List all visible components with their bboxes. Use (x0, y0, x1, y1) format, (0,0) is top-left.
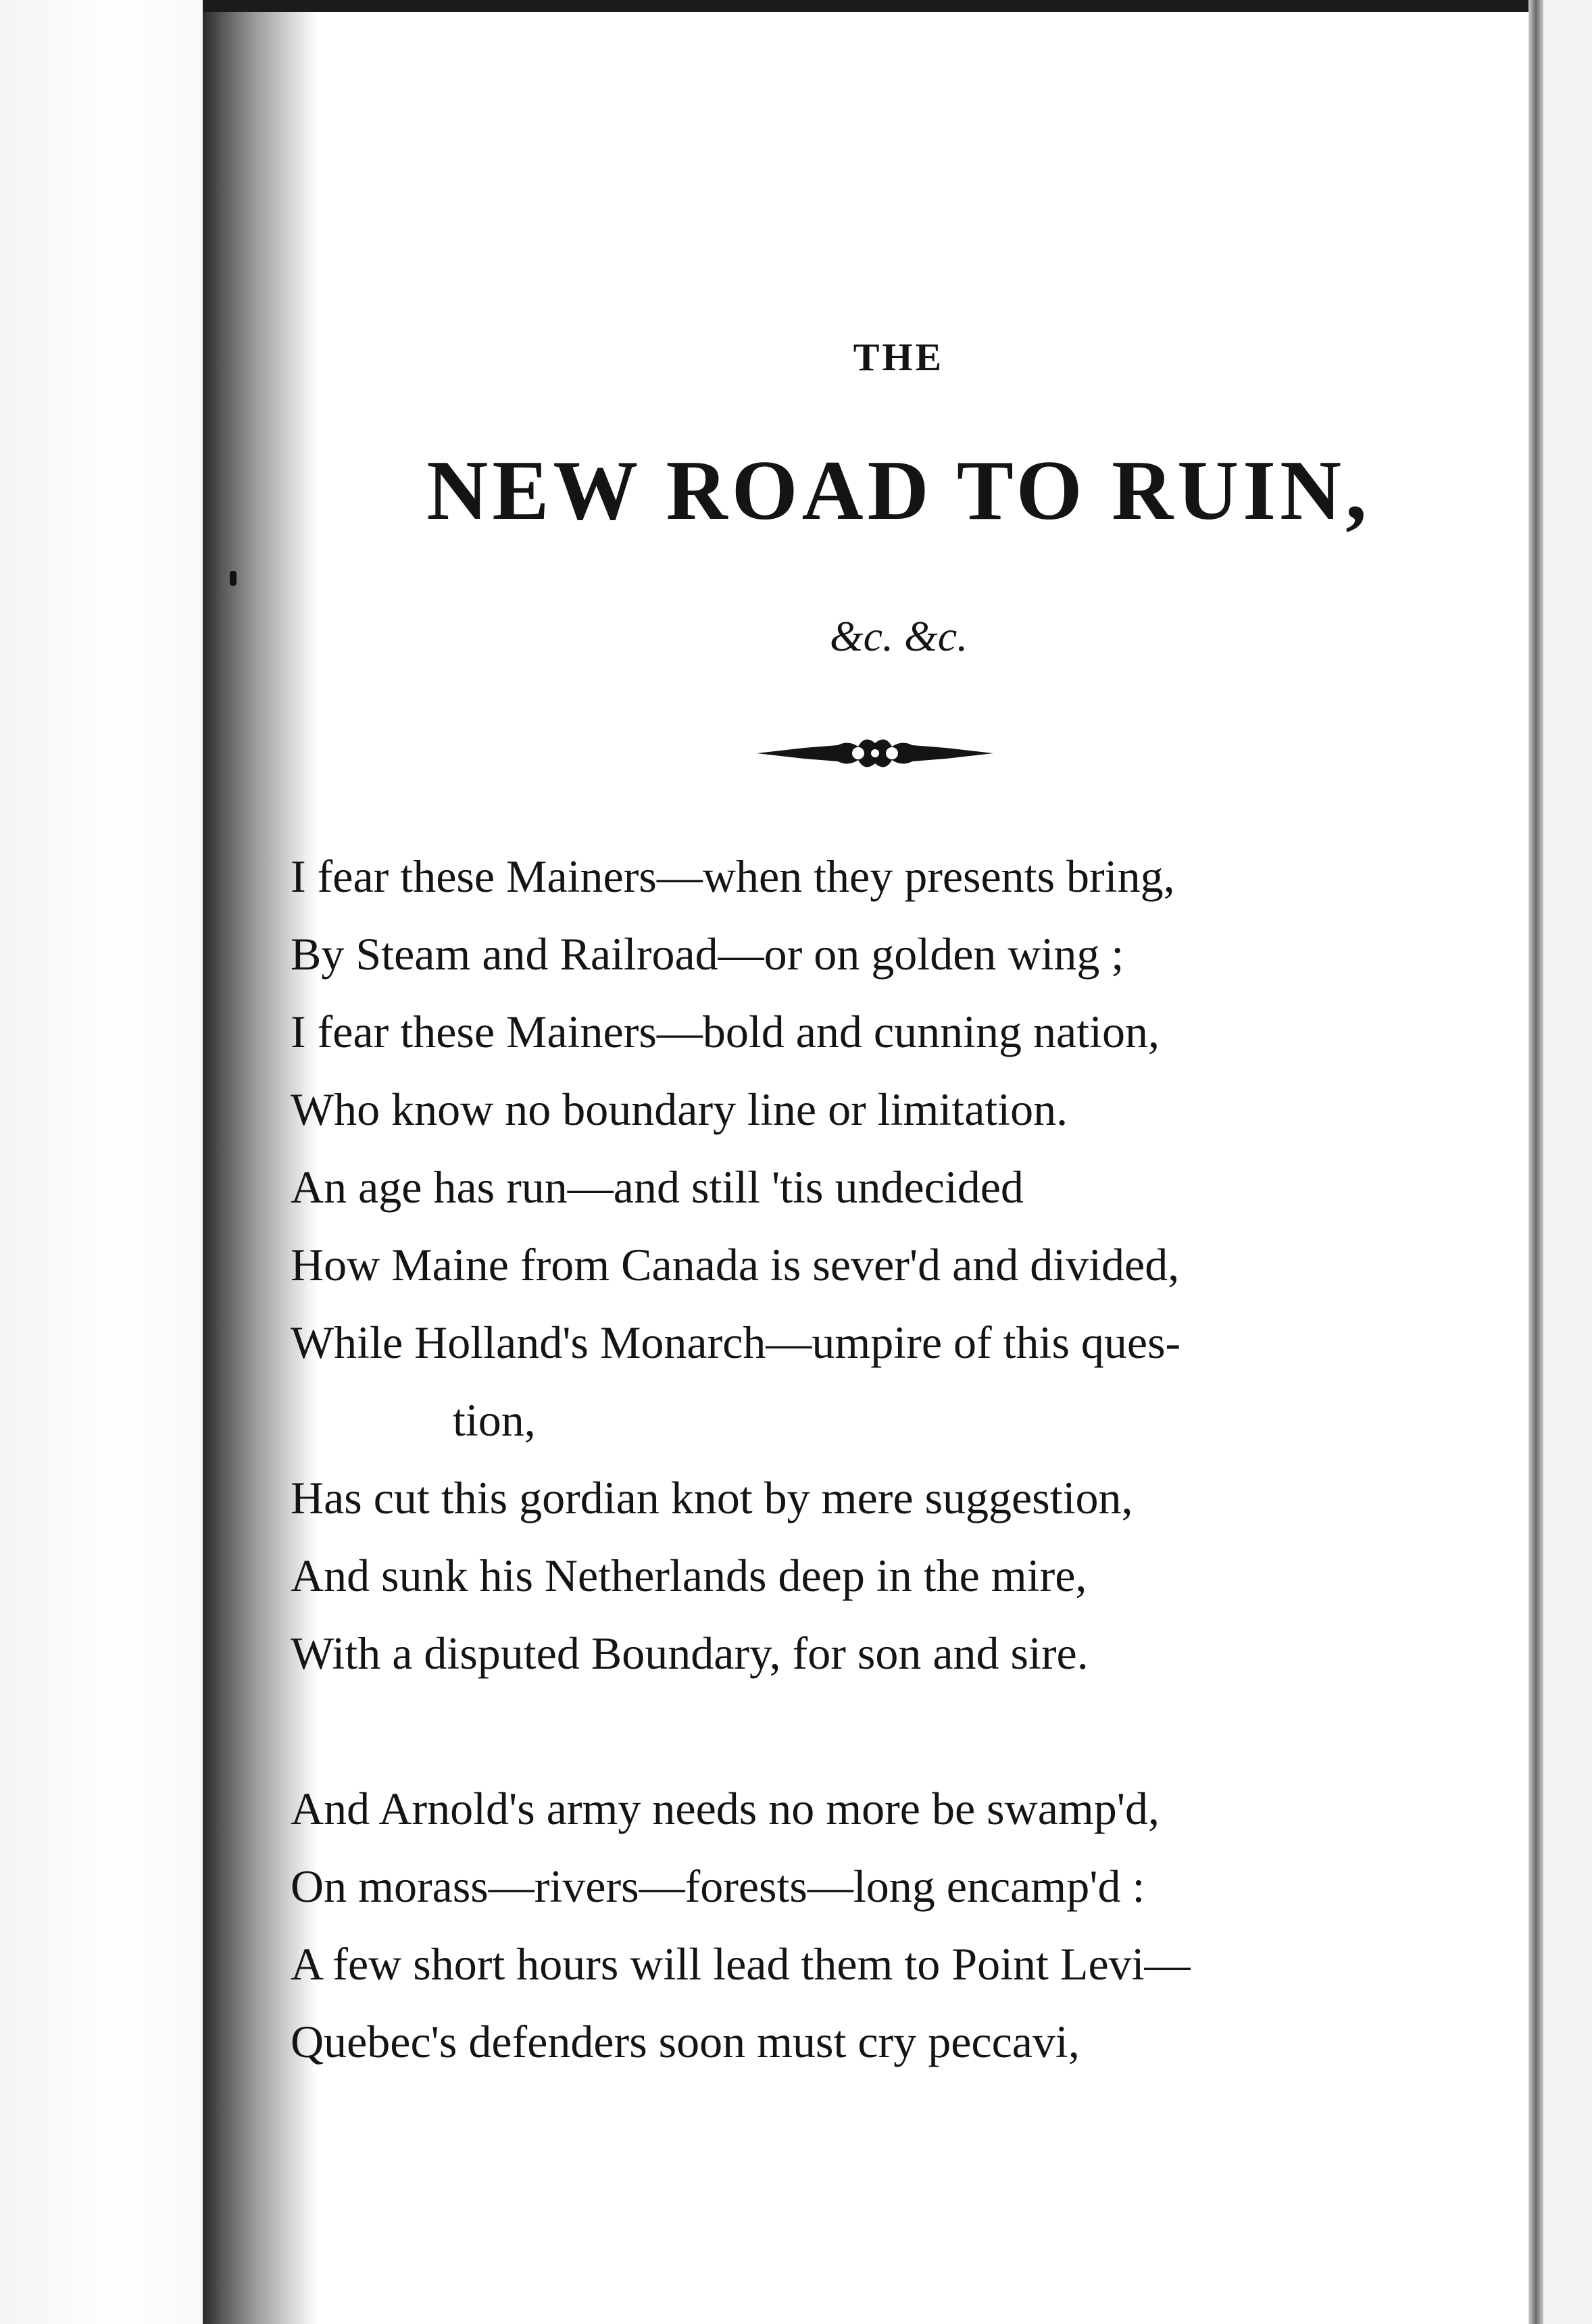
poem-line: Quebec's defenders soon must cry peccavi, (291, 2016, 1080, 2067)
ornament-divider-icon (757, 726, 993, 780)
poem-line: And sunk his Netherlands deep in the mire, (291, 1550, 1087, 1601)
poem-line: An age has run—and still 'tis undecided (291, 1161, 1024, 1213)
facing-page-edge (0, 0, 203, 2324)
page-title: NEW ROAD TO RUIN, (426, 444, 1371, 538)
printed-page (291, 0, 1507, 2324)
page-right-edge (1528, 0, 1543, 2324)
poem-line: By Steam and Railroad—or on golden wing ; (291, 928, 1124, 980)
etc-subtitle: &c. &c. (829, 612, 968, 660)
scan-right-margin (1543, 0, 1592, 2324)
poem-line: A few short hours will lead them to Point Levi— (291, 1938, 1191, 1990)
stanza-break (291, 1692, 1507, 1770)
poem-line-continuation: tion, (453, 1394, 536, 1446)
margin-ink-mark (230, 571, 237, 586)
heading-the: THE (853, 335, 945, 379)
poem-line: Who know no boundary line or limitation. (291, 1084, 1068, 1135)
poem-line: On morass—rivers—forests—long encamp'd : (291, 1861, 1145, 1912)
poem-body (291, 838, 1507, 2081)
poem-line: While Holland's Monarch—umpire of this ques- (291, 1317, 1181, 1368)
poem-line: I fear these Mainers—when they presents bring, (291, 851, 1175, 902)
poem-line: I fear these Mainers—bold and cunning nation, (291, 1006, 1160, 1057)
poem-line: Has cut this gordian knot by mere suggestion, (291, 1472, 1133, 1523)
poem-line: How Maine from Canada is sever'd and divided, (291, 1239, 1180, 1290)
poem-line: With a disputed Boundary, for son and sire. (291, 1627, 1089, 1679)
poem-line: And Arnold's army needs no more be swamp'd, (291, 1783, 1160, 1834)
